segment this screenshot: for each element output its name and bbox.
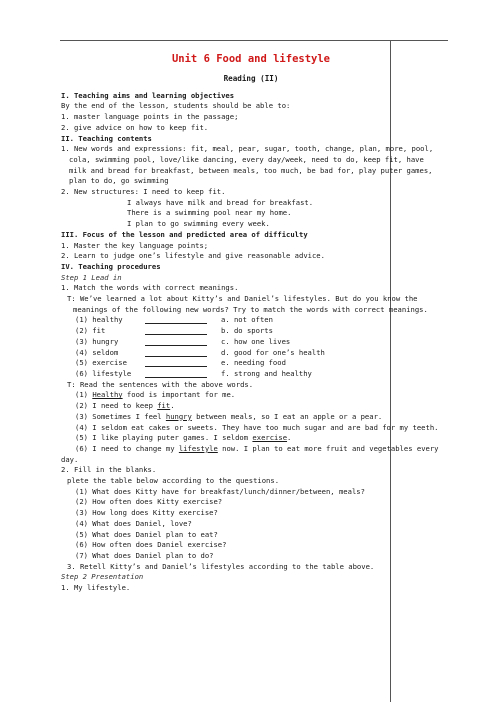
example-sentence: (2) I need to keep fit.	[75, 401, 175, 411]
match-row	[61, 337, 441, 348]
contents-structures: 2. New structures: I need to keep fit.	[61, 187, 226, 197]
structure-example: There is a swimming pool near my home.	[127, 208, 292, 218]
task-heading: 1. Match the words with correct meanings.	[61, 283, 239, 293]
match-word: (3) hungry	[75, 336, 119, 346]
step-heading: Step 1 Lead in	[61, 272, 122, 282]
task-instruction: plete the table below according to the questions.	[67, 476, 280, 486]
match-word: (4) seldom	[75, 347, 119, 357]
task-heading: 3. Retell Kitty’s and Daniel’s lifestyles according to the table above.	[67, 561, 375, 571]
aims-item: 2. give advice on how to keep fit.	[61, 122, 209, 132]
task-heading: 1. My lifestyle.	[61, 583, 131, 593]
task-heading: 2. Fill in the blanks.	[61, 465, 157, 475]
section-heading-focus: III. Focus of the lesson and predicted area of difficulty	[61, 229, 308, 239]
question-item: (7) What does Daniel plan to do?	[75, 550, 214, 560]
match-meaning: a. not often	[221, 315, 273, 325]
document-page	[61, 52, 441, 594]
step-heading: Step 2 Presentation	[61, 572, 144, 582]
example-sentence: (6) I need to change my lifestyle now. I plan to eat more fruit and vegetables every	[75, 443, 439, 453]
section-heading-procedures: IV. Teaching procedures	[61, 261, 161, 271]
question-item: (1) What does Kitty have for breakfast/lunch/dinner/between, meals?	[75, 486, 365, 496]
match-row	[61, 369, 441, 380]
sentence-continuation: day.	[61, 454, 79, 464]
match-meaning: c. how one lives	[221, 336, 291, 346]
structure-example: I always have milk and bread for breakfast.	[127, 197, 314, 207]
match-row	[61, 326, 441, 337]
match-row	[61, 348, 441, 359]
match-meaning: d. good for one’s health	[221, 347, 325, 357]
match-row	[61, 358, 441, 369]
match-blank[interactable]	[145, 315, 207, 324]
match-blank[interactable]	[145, 326, 207, 335]
match-blank[interactable]	[145, 348, 207, 357]
match-word: (2) fit	[75, 326, 106, 336]
structure-example: I plan to go swimming every week.	[127, 219, 270, 229]
section-heading-contents: II. Teaching contents	[61, 133, 152, 143]
example-sentence: (5) I like playing puter games. I seldom exercise.	[75, 433, 292, 443]
match-meaning: e. needing food	[221, 358, 286, 368]
example-sentence: (4) I seldom eat cakes or sweets. They have too much sugar and are bad for my teeth.	[75, 422, 439, 432]
match-word: (5) exercise	[75, 358, 127, 368]
question-item: (2) How often does Kitty exercise?	[75, 497, 223, 507]
example-sentence: (3) Sometimes I feel hungry between meals, so I eat an apple or a pear.	[75, 411, 383, 421]
contents-words: 1. New words and expressions: fit, meal, pear, sugar, tooth, change, plan, more, pool, cola, swimming pool, love/like dancing, every day/week, need to do, keep fit, have milk and bread for breakfast, between meals, too much, be bad for, play puter games, plan to do, go swimming	[61, 144, 434, 186]
teacher-instruction: T: We’ve learned a lot about Kitty’s and Daniel’s lifestyles. But do you know the meanings of the following new words? Try to match the words with correct meanings.	[67, 294, 428, 314]
focus-item: 2. Learn to judge one’s lifestyle and give reasonable advice.	[61, 251, 325, 261]
question-item: (4) What does Daniel, love?	[75, 518, 192, 528]
page-subtitle: Reading (II)	[223, 74, 279, 83]
aims-intro: By the end of the lesson, students should be able to:	[61, 101, 291, 111]
focus-item: 1. Master the key language points;	[61, 240, 209, 250]
example-sentence: (1) Healthy food is important for me.	[75, 390, 236, 400]
question-item: (5) What does Daniel plan to eat?	[75, 529, 218, 539]
question-item: (3) How long does Kitty exercise?	[75, 508, 218, 518]
question-item: (6) How often does Daniel exercise?	[75, 540, 227, 550]
page-title: Unit 6 Food and lifestyle	[171, 53, 331, 65]
match-blank[interactable]	[145, 337, 207, 346]
match-meaning: b. do sports	[221, 326, 273, 336]
teacher-instruction: T: Read the sentences with the above words.	[67, 379, 254, 389]
aims-item: 1. master language points in the passage;	[61, 112, 239, 122]
match-meaning: f. strong and healthy	[221, 368, 312, 378]
match-word: (6) lifestyle	[75, 368, 132, 378]
match-row	[61, 315, 441, 326]
match-blank[interactable]	[145, 369, 207, 378]
section-heading-aims: I. Teaching aims and learning objectives	[61, 90, 235, 100]
match-word: (1) healthy	[75, 315, 123, 325]
match-blank[interactable]	[145, 358, 207, 367]
